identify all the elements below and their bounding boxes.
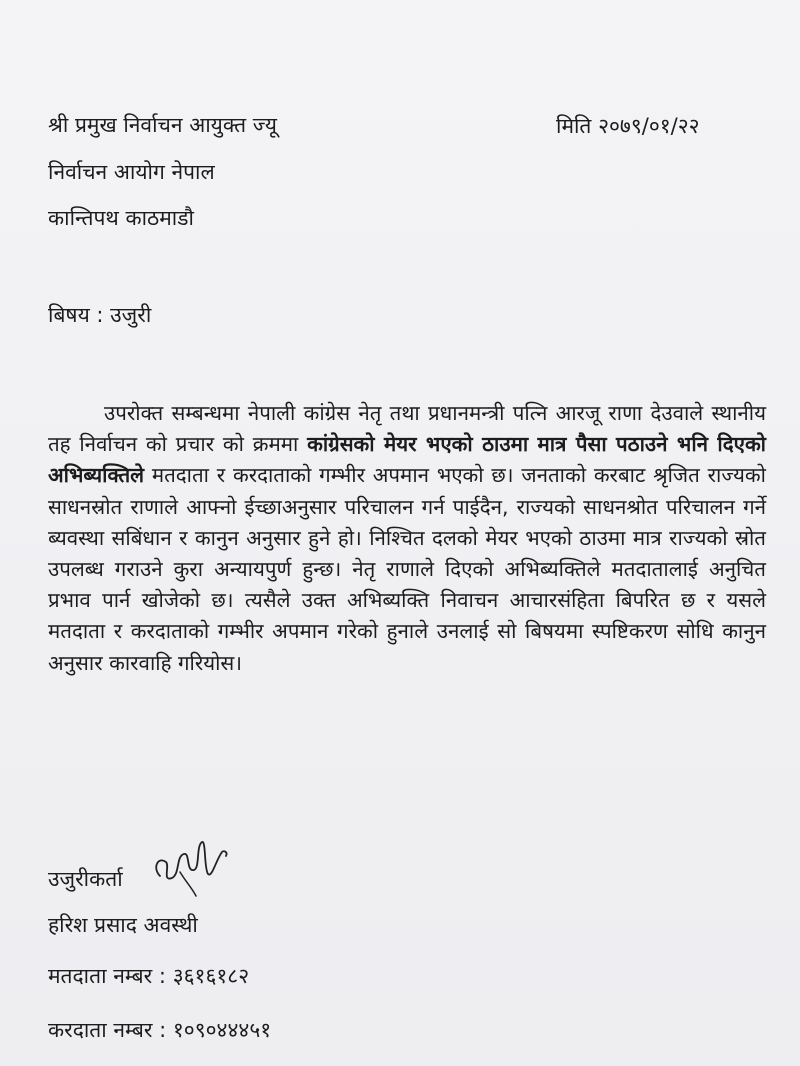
body-bold-phrase: कांग्रेसको मेयर भएको ठाउमा मात्र पैसा पठाउने भनि दिएको अभिब्यक्तिले — [48, 432, 766, 488]
letter-body — [48, 398, 766, 679]
recipient-line-1: श्री प्रमुख निर्वाचन आयुक्त ज्यू — [48, 113, 277, 137]
complainant-label: उजुरीकर्ता — [48, 867, 123, 891]
body-part-1: उपरोक्त सम्बन्धमा नेपाली कांग्रेस नेतृ तथा प्रधानमन्त्री पत्नि आरजू राणा देउवाले स्थानीय तह निर्वाचन को प्रचार को क्रममा — [48, 401, 766, 457]
voter-number: मतदाता नम्बर : ३६१६१८२ — [48, 964, 250, 988]
recipient-line-2: निर्वाचन आयोग नेपाल — [48, 160, 215, 184]
subject-line: बिषय : उजुरी — [48, 303, 152, 327]
body-part-2: मतदाता र करदाताको गम्भीर अपमान भएको छ। जनताको करबाट श्रृजित राज्यको साधनस्रोत राणाले आफ्नो ईच्छाअनुसार परिचालन गर्न पाईदैन, राज्यको साधनश्रोत परिचालन गर्ने ब्यवस्था सबिंधान र कानुन अनुसार हुने हो। निश्चित दलको मेयर भएको ठाउमा मात्र राज्यको स्रोत उपलब्ध गराउने कुरा अन्यायपुर्ण हुन्छ। नेतृ राणाले दिएको अभिब्यक्तिले मतदातालाई अनुचित प्रभाव पार्न खोजेको छ। त्यसैले उक्त अभिब्यक्ति निवाचन आचारसंहिता बिपरित छ र यसले मतदाता र करदाताको गम्भीर अपमान गरेको हुनाले उनलाई सो बिषयमा स्पष्टिकरण सोधि कानुन अनुसार कारवाहि गरियोस। — [48, 463, 766, 675]
recipient-line-3: कान्तिपथ काठमाडौ — [48, 206, 194, 230]
taxpayer-number: करदाता नम्बर : १०९०४४४५१ — [48, 1018, 272, 1042]
complainant-name: हरिश प्रसाद अवस्थी — [48, 913, 198, 937]
signature-image — [150, 838, 230, 898]
letter-date: मिति २०७९/०१/२२ — [556, 114, 700, 138]
